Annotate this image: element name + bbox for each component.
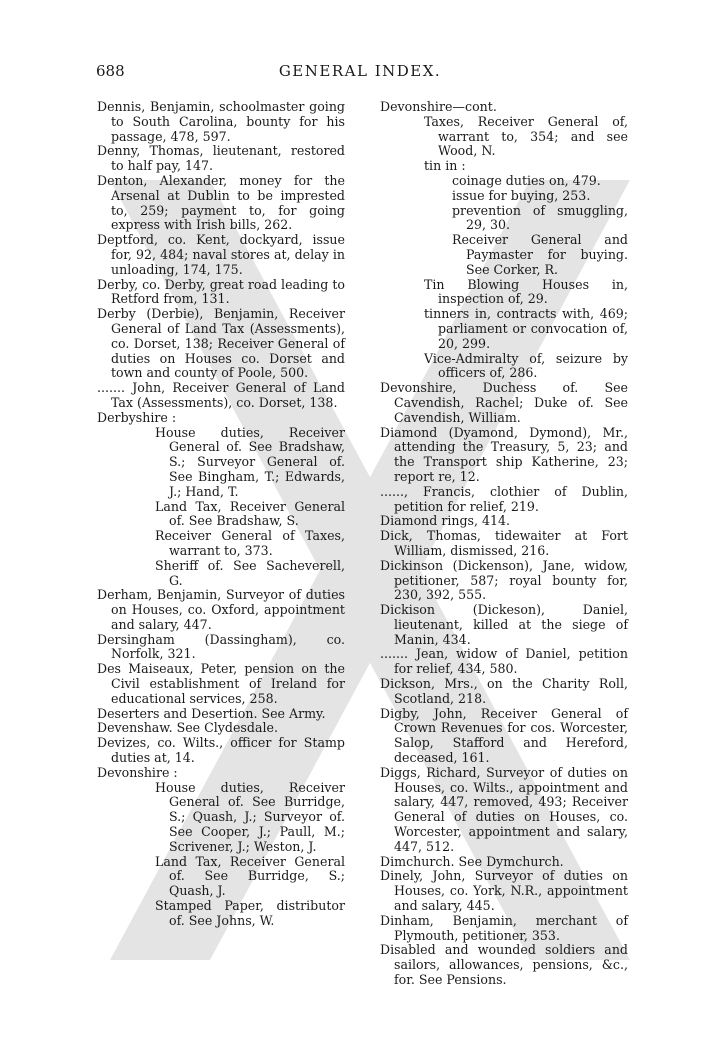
index-entry: Dinham, Benjamin, merchant of Plymouth, petitioner, 353.	[380, 912, 628, 943]
index-entry: Devonshire :	[97, 764, 178, 780]
index-entry: Dersingham (Dassingham), co. Norfolk, 321.	[97, 631, 345, 662]
index-entry: House duties, Receiver General of. See Bradshaw, S.; Surveyor General of. See Bingham, T.; Edwards, J.; Hand, T.	[155, 424, 345, 499]
page-number: 688	[96, 62, 125, 80]
index-entry: Dick, Thomas, tidewaiter at Fort William, dismissed, 216.	[380, 528, 628, 558]
index-entry: Derbyshire :	[97, 409, 177, 425]
index-entry: Land Tax, Receiver General of. See Burridge, S.; Quash, J.	[155, 853, 345, 899]
index-entry: Taxes, Receiver General of, warrant to, 354; and see Wood, N.	[424, 113, 628, 159]
index-entry: Dickson, Mrs., on the Charity Roll, Scotland, 218.	[380, 676, 628, 706]
index-entry: Diggs, Richard, Surveyor of duties on Houses, co. Wilts., appointment and salary, 447, removed, 493; Receiver General of duties on Houses, co. Worcester, appointment and salary, 447, 512.	[380, 764, 628, 854]
index-entry: Denton, Alexander, money for the Arsenal at Dublin to be imprested to, 259; payment to, for going express with Irish bills, 262.	[97, 172, 345, 233]
index-entry: Devizes, co. Wilts., officer for Stamp duties at, 14.	[97, 735, 345, 766]
index-entry: Derham, Benjamin, Surveyor of duties on Houses, co. Oxford, appointment and salary, 447.	[97, 587, 345, 632]
index-column-right	[380, 100, 628, 988]
index-entry: Devenshaw. See Clydesdale.	[97, 720, 278, 736]
index-entry: Disabled and wounded soldiers and sailors, allowances, pensions, &c., for. See Pensions.	[380, 942, 628, 988]
index-entry: ....... John, Receiver General of Land Tax (Assessments), co. Dorset, 138.	[97, 380, 345, 410]
running-head: GENERAL INDEX.	[278, 62, 442, 80]
index-entry: Tin Blowing Houses in, inspection of, 29.	[424, 276, 628, 307]
index-entry: Dickinson (Dickenson), Jane, widow, petitioner, 587; royal bounty for, 230, 392, 555.	[380, 557, 628, 603]
index-entry: House duties, Receiver General of. See Burridge, S.; Quash, J.; Surveyor of. See Cooper, J.; Paull, M.; Scrivener, J.; Weston, J.	[155, 779, 345, 854]
index-entry: Land Tax, Receiver General of. See Bradshaw, S.	[155, 498, 345, 529]
index-entry: Receiver General of Taxes, warrant to, 373.	[155, 528, 345, 558]
index-entry: Receiver General and Paymaster for buying. See Corker, R.	[452, 232, 628, 277]
index-entry: Dennis, Benjamin, schoolmaster going to South Carolina, bounty for his passage, 478, 597.	[97, 99, 345, 144]
index-entry: Devonshire, Duchess of. See Cavendish, Rachel; Duke of. See Cavendish, William.	[380, 380, 628, 425]
index-entry: Deserters and Desertion. See Army.	[97, 705, 326, 721]
index-entry: Devonshire—cont.	[380, 99, 497, 114]
index-column-left	[97, 100, 345, 929]
index-entry: Denny, Thomas, lieutenant, restored to half pay, 147.	[97, 143, 345, 174]
index-entry: Sheriff of. See Sacheverell, G.	[155, 557, 345, 588]
index-entry: Deptford, co. Kent, dockyard, issue for, 92, 484; naval stores at, delay in unloading, 174, 175.	[97, 232, 345, 277]
index-entry: ......, Francis, clothier of Dublin, petition for relief, 219.	[380, 483, 628, 514]
index-entry: coinage duties on, 479.	[452, 172, 601, 188]
index-entry: Dinely, John, Surveyor of duties on Houses, co. York, N.R., appointment and salary, 445.	[380, 868, 628, 914]
index-entry: issue for buying, 253.	[452, 187, 591, 203]
index-entry: Des Maiseaux, Peter, pension on the Civil establishment of Ireland for educational services, 258.	[97, 661, 345, 706]
index-entry: prevention of smuggling, 29, 30.	[452, 202, 628, 233]
index-entry: Stamped Paper, distributor of. See Johns, W.	[155, 898, 345, 928]
index-entry: Vice-Admiralty of, seizure by officers of, 286.	[424, 350, 628, 381]
index-entry: Diamond rings, 414.	[380, 513, 511, 529]
index-entry: Diamond (Dyamond, Dymond), Mr., attending the Treasury, 5, 23; and the Transport ship Katherine, 23; report re, 12.	[380, 424, 628, 484]
page-header	[96, 62, 624, 84]
index-entry: Derby (Derbie), Benjamin, Receiver General of Land Tax (Assessments), co. Dorset, 138; Receiver General of duties on Houses co. Dorset and town and county of Poole, 500.	[97, 306, 345, 381]
index-entry: Derby, co. Derby, great road leading to Retford from, 131.	[97, 276, 345, 307]
index-entry: tinners in, contracts with, 469; parliament or convocation of, 20, 299.	[424, 306, 628, 351]
index-entry: Digby, John, Receiver General of Crown Revenues for cos. Worcester, Salop, Stafford and Hereford, deceased, 161.	[380, 705, 628, 766]
index-entry: tin in :	[424, 158, 466, 174]
index-entry: Dickison (Dickeson), Daniel, lieutenant, killed at the siege of Manin, 434.	[380, 602, 628, 647]
index-entry: Dimchurch. See Dymchurch.	[380, 853, 564, 869]
index-entry: ....... Jean, widow of Daniel, petition for relief, 434, 580.	[380, 646, 628, 677]
